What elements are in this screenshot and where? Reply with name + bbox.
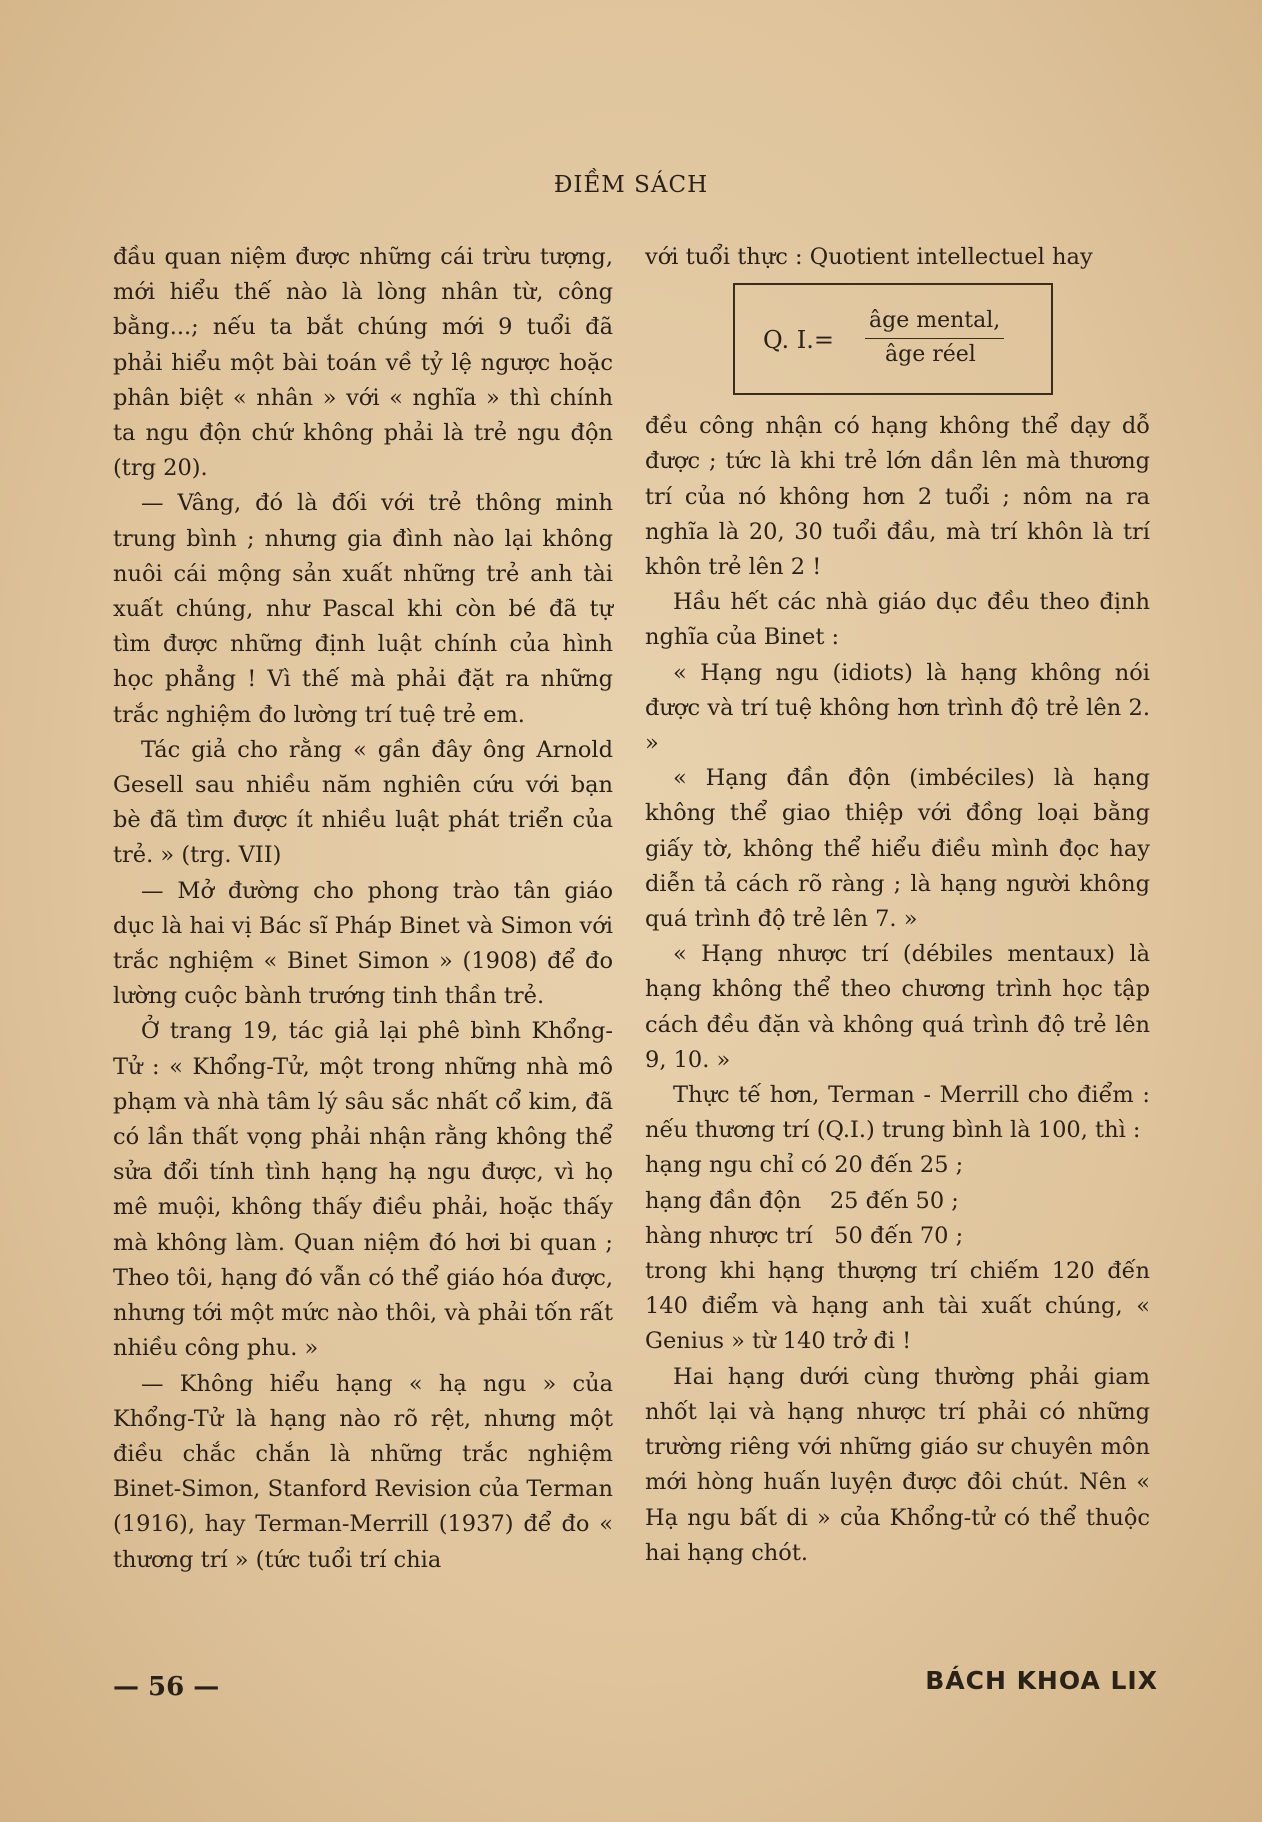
magazine-name: BÁCH KHOA LIX [925,1666,1158,1695]
score-line: hàng nhược trí 50 đến 70 ; [645,1222,964,1249]
formula-denominator: âge réel [885,342,976,368]
page-number: — 56 — [113,1672,220,1702]
score-line: hạng đần độn 25 đến 50 ; [645,1187,959,1214]
paragraph: — Không hiểu hạng « hạ ngu » của Khổng-Tử là hạng nào rõ rệt, nhưng một điều chắc chắn là những trắc nghiệm Binet-Simon, Stanford Revision của Terman (1916), hay Terman-Merrill (1937) để đo « thương trí » (tức tuổi trí chia [113,1370,613,1573]
paragraph: đầu quan niệm được những cái trừu tượng, mới hiểu thế nào là lòng nhân từ, công bằng...; nếu ta bắt chúng mới 9 tuổi đã phải hiểu một bài toán về tỷ lệ ngược hoặc phân biệt « nhân » với « nghĩa » thì chính ta ngu độn chứ không phải là trẻ ngu độn (trg 20). [113,244,613,482]
paragraph: Hai hạng dưới cùng thường phải giam nhốt lại và hạng nhược trí phải có những trường riêng với những giáo sư chuyên môn mới hòng huấn luyện được đôi chút. Nên « Hạ ngu bất di » của Khổng-tử có thể thuộc hai hạng chót. [645,1363,1150,1566]
paragraph: — Mở đường cho phong trào tân giáo dục là hai vị Bác sĩ Pháp Binet và Simon với trắc nghiệm « Binet Simon » (1908) để đo lường cuộc bành trướng tinh thần trẻ. [113,877,613,1010]
paragraph: « Hạng đần độn (imbéciles) là hạng không thể giao thiệp với đồng loại bằng giấy tờ, không thể hiểu điều mình đọc hay diễn tả cách rõ ràng ; là hạng người không quá trình độ trẻ lên 7. » [645,765,1150,933]
paragraph: Thực tế hơn, Terman - Merrill cho điểm : nếu thương trí (Q.I.) trung bình là 100, thì : [645,1082,1150,1144]
paragraph: với tuổi thực : Quotient intellectuel hay [645,244,1093,270]
left-column [113,240,613,1578]
paragraph: — Vâng, đó là đối với trẻ thông minh trung bình ; nhưng gia đình nào lại không nuôi cái mộng sản xuất những trẻ anh tài xuất chúng, như Pascal khi còn bé đã tự tìm được những định luật chính của hình học phẳng ! Vì thế mà phải đặt ra những trắc nghiệm đo lường trí tuệ trẻ em. [113,490,613,728]
paragraph: Tác giả cho rằng « gần đây ông Arnold Gesell sau nhiều năm nghiên cứu với bạn bè đã tìm được ít nhiều luật phát triển của trẻ. » (trg. VII) [113,736,613,869]
paragraph: « Hạng ngu (idiots) là hạng không nói được và trí tuệ không hơn trình độ trẻ lên 2. » [645,659,1150,757]
paragraph: đều công nhận có hạng không thể dạy dỗ được ; tức là khi trẻ lớn dần lên mà thương trí của nó không hơn 2 tuổi ; nôm na ra nghĩa là 20, 30 tuổi đầu, mà trí khôn là trí khôn trẻ lên 2 ! [645,413,1150,581]
formula-lhs: Q. I.= [763,326,834,355]
score-line: trong khi hạng thượng trí chiếm 120 đến 140 điểm và hạng anh tài xuất chúng, « Genius » từ 140 trở đi ! [645,1258,1150,1355]
paragraph: Hầu hết các nhà giáo dục đều theo định nghĩa của Binet : [645,589,1150,651]
paragraph: Ở trang 19, tác giả lại phê bình Khổng-Tử : « Khổng-Tử, một trong những nhà mô phạm và nhà tâm lý sâu sắc nhất cổ kim, đã có lần thất vọng phải nhận rằng không thể sửa đổi tính tình hạng hạ ngu được, vì họ mê muội, không thấy điều phải, hoặc thấy mà không làm. Quan niệm đó hơi bi quan ; Theo tôi, hạng đó vẫn có thể giáo hóa được, nhưng tới một mức nào thôi, và phải tốn rất nhiều công phu. » [113,1018,613,1362]
paragraph: « Hạng nhược trí (débiles mentaux) là hạng không thể theo chương trình học tập cách đều đặn và không quá trình độ trẻ lên 9, 10. » [645,941,1150,1073]
page-header: ĐIỀM SÁCH [553,172,709,198]
score-line: hạng ngu chỉ có 20 đến 25 ; [645,1152,964,1179]
formula-numerator: âge mental, [865,303,1004,339]
iq-formula-box [733,283,1053,395]
right-column [645,240,1150,1571]
